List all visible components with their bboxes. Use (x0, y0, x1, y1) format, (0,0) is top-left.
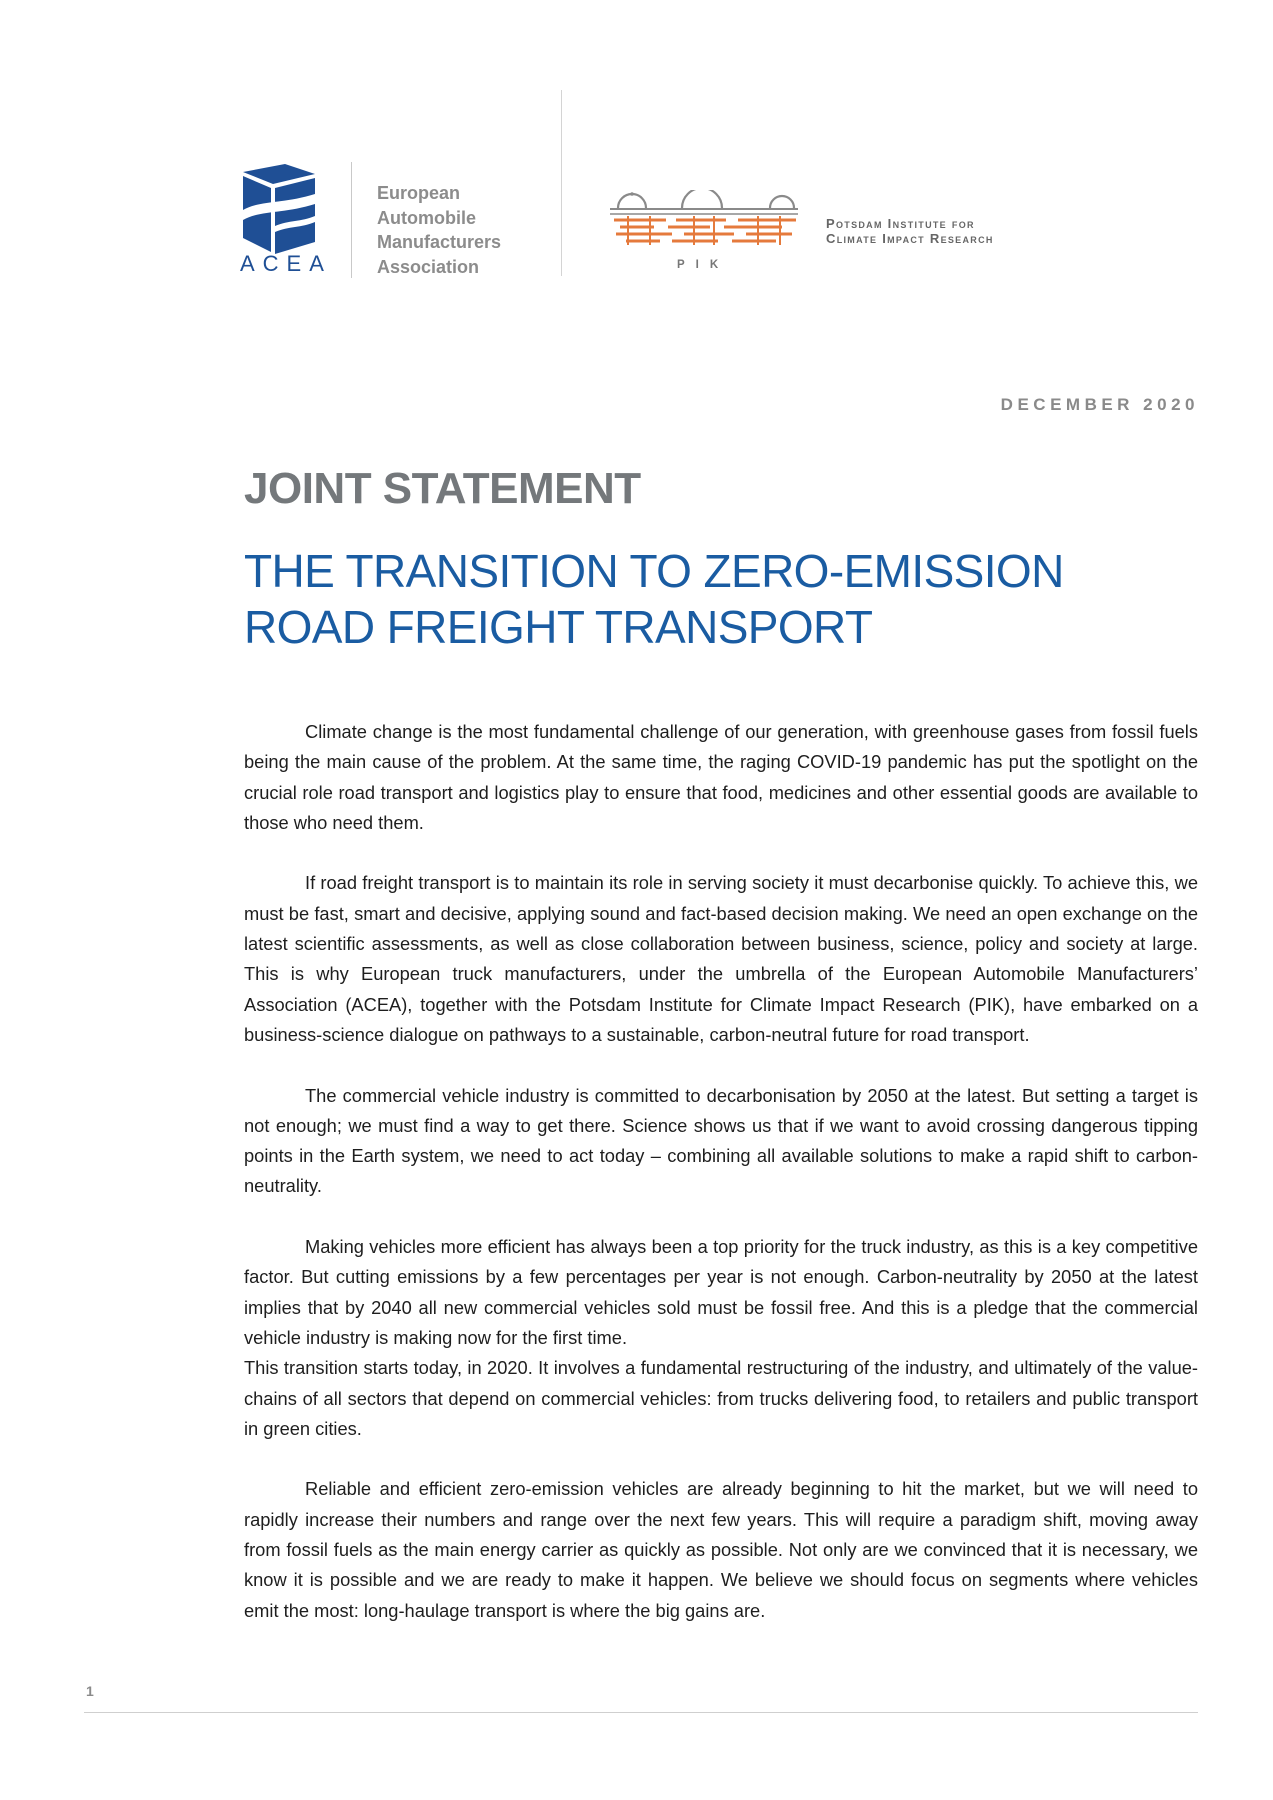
acea-wordmark: ACEA (240, 251, 332, 276)
acea-full-name (377, 181, 501, 279)
page-number: 1 (86, 1683, 94, 1699)
pik-full-name (826, 216, 994, 246)
pik-name-line: Potsdam Institute for (826, 216, 975, 231)
body-paragraph: Making vehicles more efficient has always been a top priority for the truck industry, as this is a key competitive factor. But cutting emissions by a few percentages per year is not enough. Carbon-neutrality by 2050 at the latest implies that by 2040 all new commercial vehicles sold must be fossil free. And this is a pledge that the commercial vehicle industry is making now for the first time. (244, 1236, 1198, 1348)
body-paragraph: This transition starts today, in 2020. It involves a fundamental restructuring of the industry, and ultimately of the value-chains of all sectors that depend on commercial vehicles: from trucks delivering food, to retailers and public transport in green cities. (244, 1357, 1198, 1439)
body-paragraph: Climate change is the most fundamental challenge of our generation, with greenhouse gases from fossil fuels being the main cause of the problem. At the same time, the raging COVID-19 pandemic has put the spotlight on the crucial role road transport and logistics play to ensure that food, medicines and other essential goods are available to those who need them. (244, 721, 1198, 833)
pik-logo-icon (606, 190, 802, 254)
title-line: ROAD FREIGHT TRANSPORT (244, 601, 873, 653)
acea-name-line: European (377, 183, 461, 203)
header-divider (561, 90, 562, 276)
acea-logo-icon (241, 164, 317, 254)
footer-rule (84, 1712, 1198, 1713)
title-line: THE TRANSITION TO ZERO-EMISSION (244, 545, 1064, 597)
statement-body (244, 717, 1198, 1656)
pik-wordmark: PIK (677, 259, 730, 271)
document-date: DECEMBER 2020 (1000, 395, 1199, 414)
body-paragraph: If road freight transport is to maintain its role in serving society it must decarbonise quickly. To achieve this, we must be fast, smart and decisive, applying sound and fact-based decision making. We need an open exchange on the latest scientific assessments, as well as close collaboration between business, science, policy and society at large. This is why European truck manufacturers, under the umbrella of the European Automobile Manufacturers’ Association (ACEA), together with the Potsdam Institute for Climate Impact Research (PIK), have embarked on a business-science dialogue on pathways to a sustainable, carbon-neutral future for road transport. (244, 872, 1198, 1045)
acea-name-line: Manufacturers (377, 232, 502, 252)
body-paragraph: The commercial vehicle industry is committed to decarbonisation by 2050 at the latest. But setting a target is not enough; we must find a way to get there. Science shows us that if we want to avoid crossing dangerous tipping points in the Earth system, we need to act today – combining all available solutions to make a rapid shift to carbon-neutrality. (244, 1084, 1198, 1197)
acea-name-line: Automobile (377, 207, 476, 228)
acea-name-line: Association (377, 256, 480, 277)
document-title (244, 543, 1064, 655)
logo-divider (351, 162, 352, 278)
body-paragraph: Reliable and efficient zero-emission vehicles are already beginning to hit the market, but we will need to rapidly increase their numbers and range over the next few years. This will require a paradigm shift, moving away from fossil fuels as the main energy carrier as quickly as possible. Not only are we convinced that it is necessary, we know it is possible and we are ready to make it happen. We believe we should focus on segments where vehicles emit the most: long-haulage transport is where the big gains are. (244, 1478, 1198, 1621)
document-kicker: JOINT STATEMENT (244, 464, 641, 513)
pik-name-line: Climate Impact Research (826, 231, 994, 246)
